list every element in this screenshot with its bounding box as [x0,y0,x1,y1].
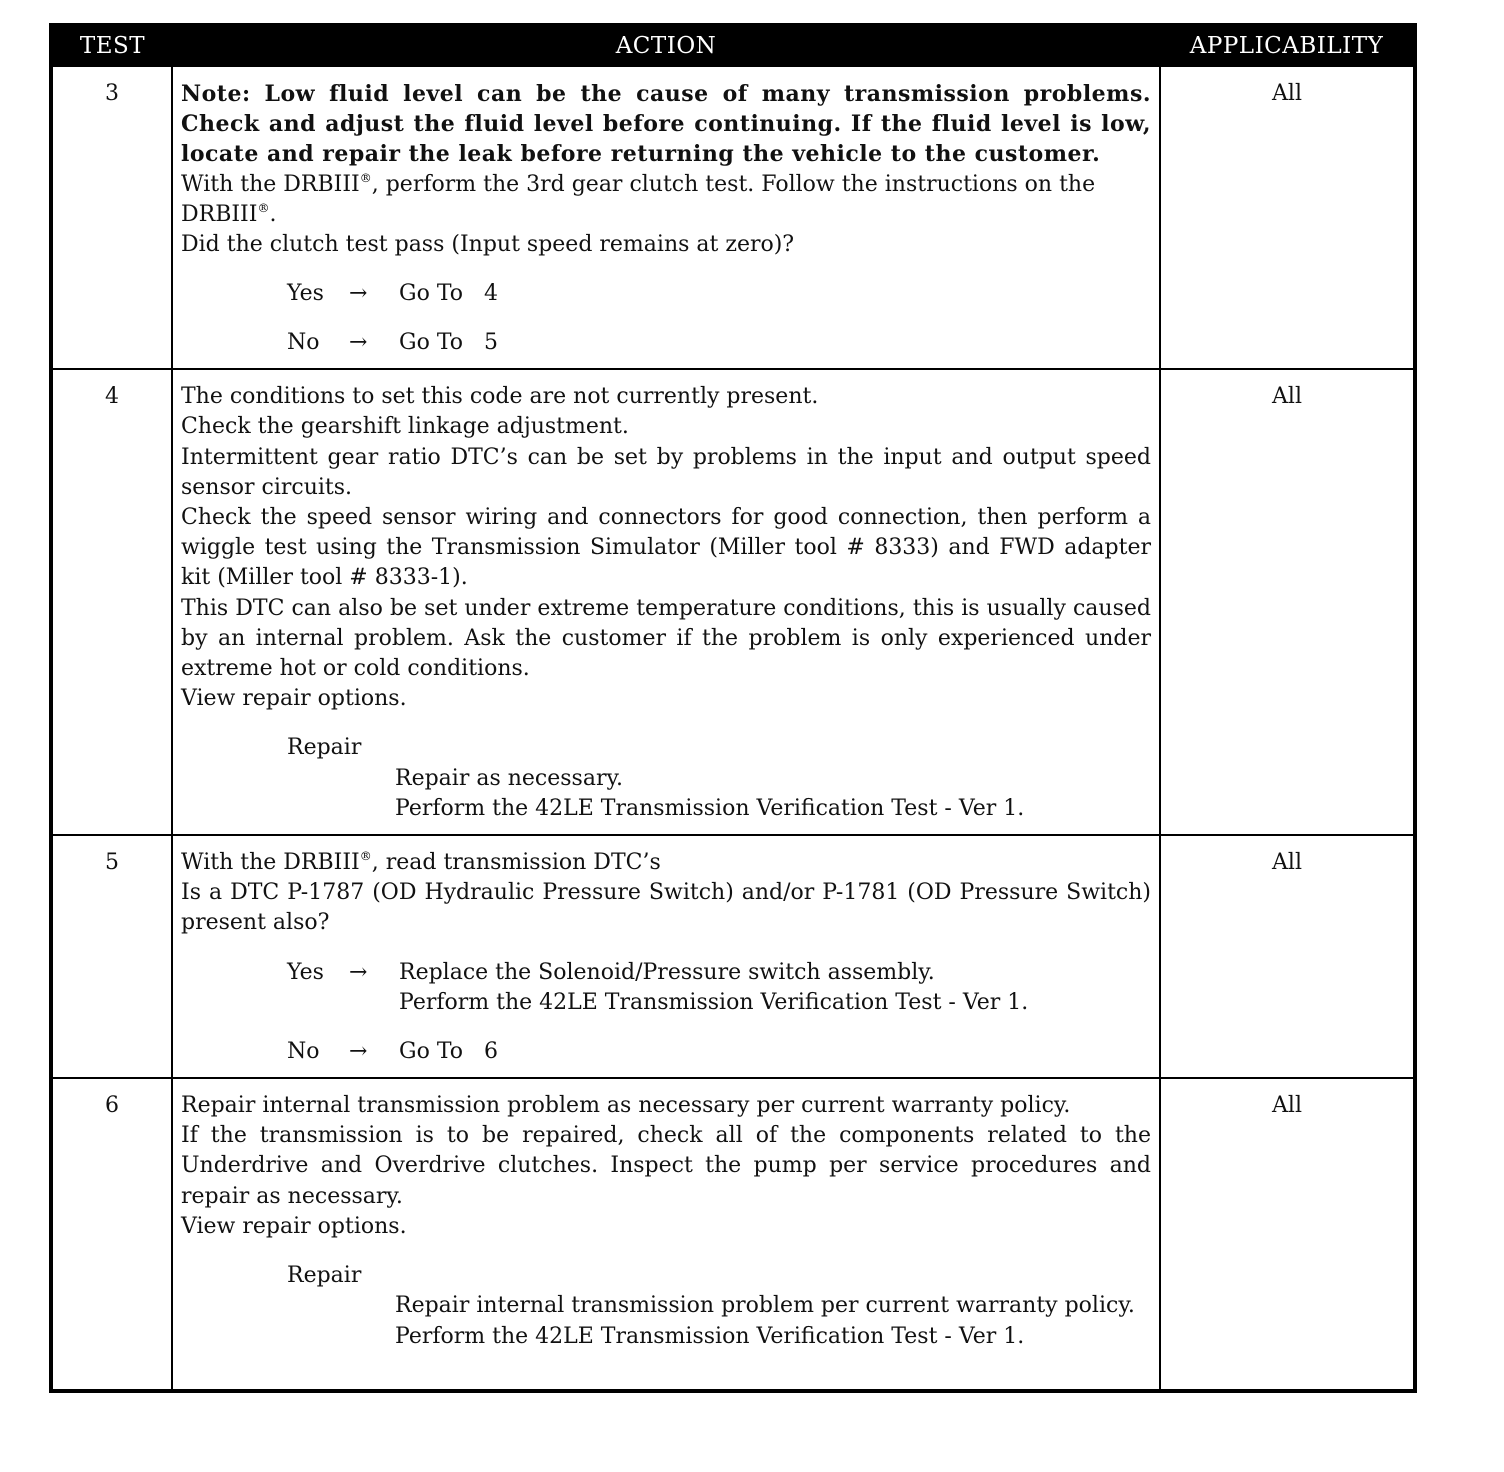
repair-label: Repair [287,1263,362,1289]
action-text: With the DRBIII®, read transmission DTC’s [181,849,661,876]
header-row [51,25,1415,66]
repair-step: Repair as necessary. [395,765,623,791]
applicability-value: All [1160,369,1415,835]
arrow-icon: → [349,1039,368,1065]
header-applicability: APPLICABILITY [1160,25,1415,66]
action-text: The conditions to set this code are not currently present. [181,384,819,410]
test-row-4 [51,369,1415,835]
repair-label: Repair [287,735,362,761]
yes-branch [287,279,1151,309]
yes-destination: Replace the Solenoid/Pressure switch assembly. Perform the 42LE Transmission Verification Test - Ver 1. [399,959,1029,1015]
test-row-5 [51,835,1415,1078]
action-text: This DTC can also be set under extreme temperature conditions, this is usually caused by an internal problem. Ask the customer if the problem is only experienced under extreme hot or cold conditions. [181,595,1151,682]
repair-step: Perform the 42LE Transmission Verification Test - Ver 1. [395,1323,1025,1349]
action-text: If the transmission is to be repaired, check all of the components related to the Underdrive and Overdrive clutches. Inspect the pump per service procedures and repair as necessary. [181,1123,1151,1209]
test-row-3 [51,66,1415,369]
yes-branch [287,958,1151,1018]
applicability-value: All [1160,835,1415,1078]
applicability-value: All [1160,1078,1415,1391]
yes-label: Yes [287,959,324,985]
no-label: No [287,330,320,356]
action-cell [172,369,1160,835]
action-cell [172,66,1160,369]
registered-mark: ® [359,170,372,185]
repair-step: Perform the 42LE Transmission Verification Test - Ver 1. [395,795,1025,821]
no-branch [287,328,1151,358]
action-text: With the DRBIII®, perform the 3rd gear clutch test. Follow the instructions on the [181,170,1096,197]
action-text: Intermittent gear ratio DTC’s can be set by problems in the input and output speed sensor circuits. [181,444,1151,500]
test-number: 4 [51,369,172,835]
header-action: ACTION [172,25,1160,66]
repair-step: Repair internal transmission problem per current warranty policy. [395,1293,1135,1319]
no-destination: Go To 6 [399,1039,498,1065]
action-cell [172,835,1160,1078]
question-text: Did the clutch test pass (Input speed remains at zero)? [181,232,795,258]
no-branch [287,1037,1151,1067]
applicability-value: All [1160,66,1415,369]
yes-destination: Go To 4 [399,281,498,307]
no-destination: Go To 5 [399,330,498,356]
action-text: Check the speed sensor wiring and connectors for good connection, then perform a wiggle test using the Transmission Simulator (Miller tool # 8333) and FWD adapter kit (Miller tool # 8333-1). [181,505,1151,591]
registered-mark: ® [257,200,270,215]
arrow-icon: → [349,281,368,307]
action-text: Check the gearshift linkage adjustment. [181,414,629,440]
arrow-icon: → [349,959,368,985]
action-text: DRBIII®. [181,200,277,227]
registered-mark: ® [359,849,372,864]
test-number: 5 [51,835,172,1078]
action-cell [172,1078,1160,1391]
arrow-icon: → [349,330,368,356]
question-text: Is a DTC P-1787 (OD Hydraulic Pressure Switch) and/or P-1781 (OD Pressure Switch) present also? [181,880,1151,936]
action-text: View repair options. [181,686,407,712]
test-number: 6 [51,1078,172,1391]
diagnostic-table [49,23,1417,1393]
test-row-6 [51,1078,1415,1391]
yes-label: Yes [287,281,324,307]
header-test: TEST [51,25,172,66]
test-number: 3 [51,66,172,369]
fluid-level-note: Note: Low fluid level can be the cause of many transmission problems. Check and adjust the fluid level before continuing. If the fluid level is low, locate and repair the leak before returning the vehicle to the customer. [181,81,1151,168]
action-text: Repair internal transmission problem as necessary per current warranty policy. [181,1093,1071,1119]
action-text: View repair options. [181,1213,407,1239]
no-label: No [287,1039,320,1065]
